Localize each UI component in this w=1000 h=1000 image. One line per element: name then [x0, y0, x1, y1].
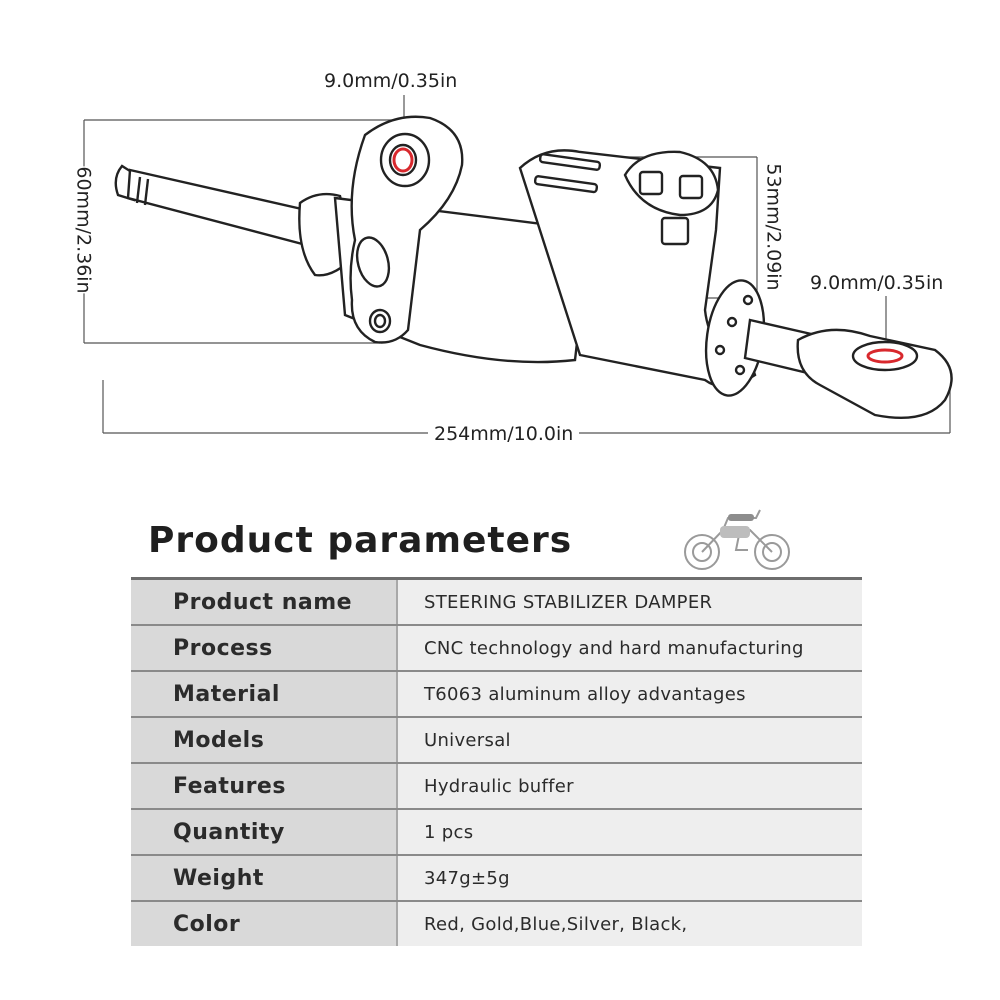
param-label: Features [131, 764, 398, 808]
table-row [131, 672, 862, 718]
param-value: STEERING STABILIZER DAMPER [398, 580, 862, 624]
dim-length-label: 254mm/10.0in [428, 423, 579, 445]
table-row [131, 718, 862, 764]
param-value: 1 pcs [398, 810, 862, 854]
dim-height-left-label: 60mm/2.36in [72, 166, 95, 294]
table-row [131, 626, 862, 672]
damper-body [116, 117, 952, 418]
motorcycle-icon [678, 500, 796, 578]
param-value: CNC technology and hard manufacturing [398, 626, 862, 670]
table-row [131, 764, 862, 810]
table-row [131, 810, 862, 856]
param-label: Product name [131, 580, 398, 624]
param-label: Models [131, 718, 398, 762]
param-value: Universal [398, 718, 862, 762]
dim-height-right-label: 53mm/2.09in [762, 163, 785, 291]
param-label: Quantity [131, 810, 398, 854]
param-value: T6063 aluminum alloy advantages [398, 672, 862, 716]
param-value: Red, Gold,Blue,Silver, Black, [398, 902, 862, 946]
damper-drawing [0, 0, 1000, 470]
section-title: Product parameters [148, 520, 573, 561]
table-row [131, 580, 862, 626]
param-label: Process [131, 626, 398, 670]
param-label: Color [131, 902, 398, 946]
dim-top-hole-label: 9.0mm/0.35in [324, 70, 458, 92]
table-row [131, 856, 862, 902]
param-value: 347g±5g [398, 856, 862, 900]
dim-right-hole-label: 9.0mm/0.35in [810, 272, 944, 294]
table-row [131, 902, 862, 946]
param-value: Hydraulic buffer [398, 764, 862, 808]
param-label: Material [131, 672, 398, 716]
parameters-table [131, 577, 862, 946]
param-label: Weight [131, 856, 398, 900]
